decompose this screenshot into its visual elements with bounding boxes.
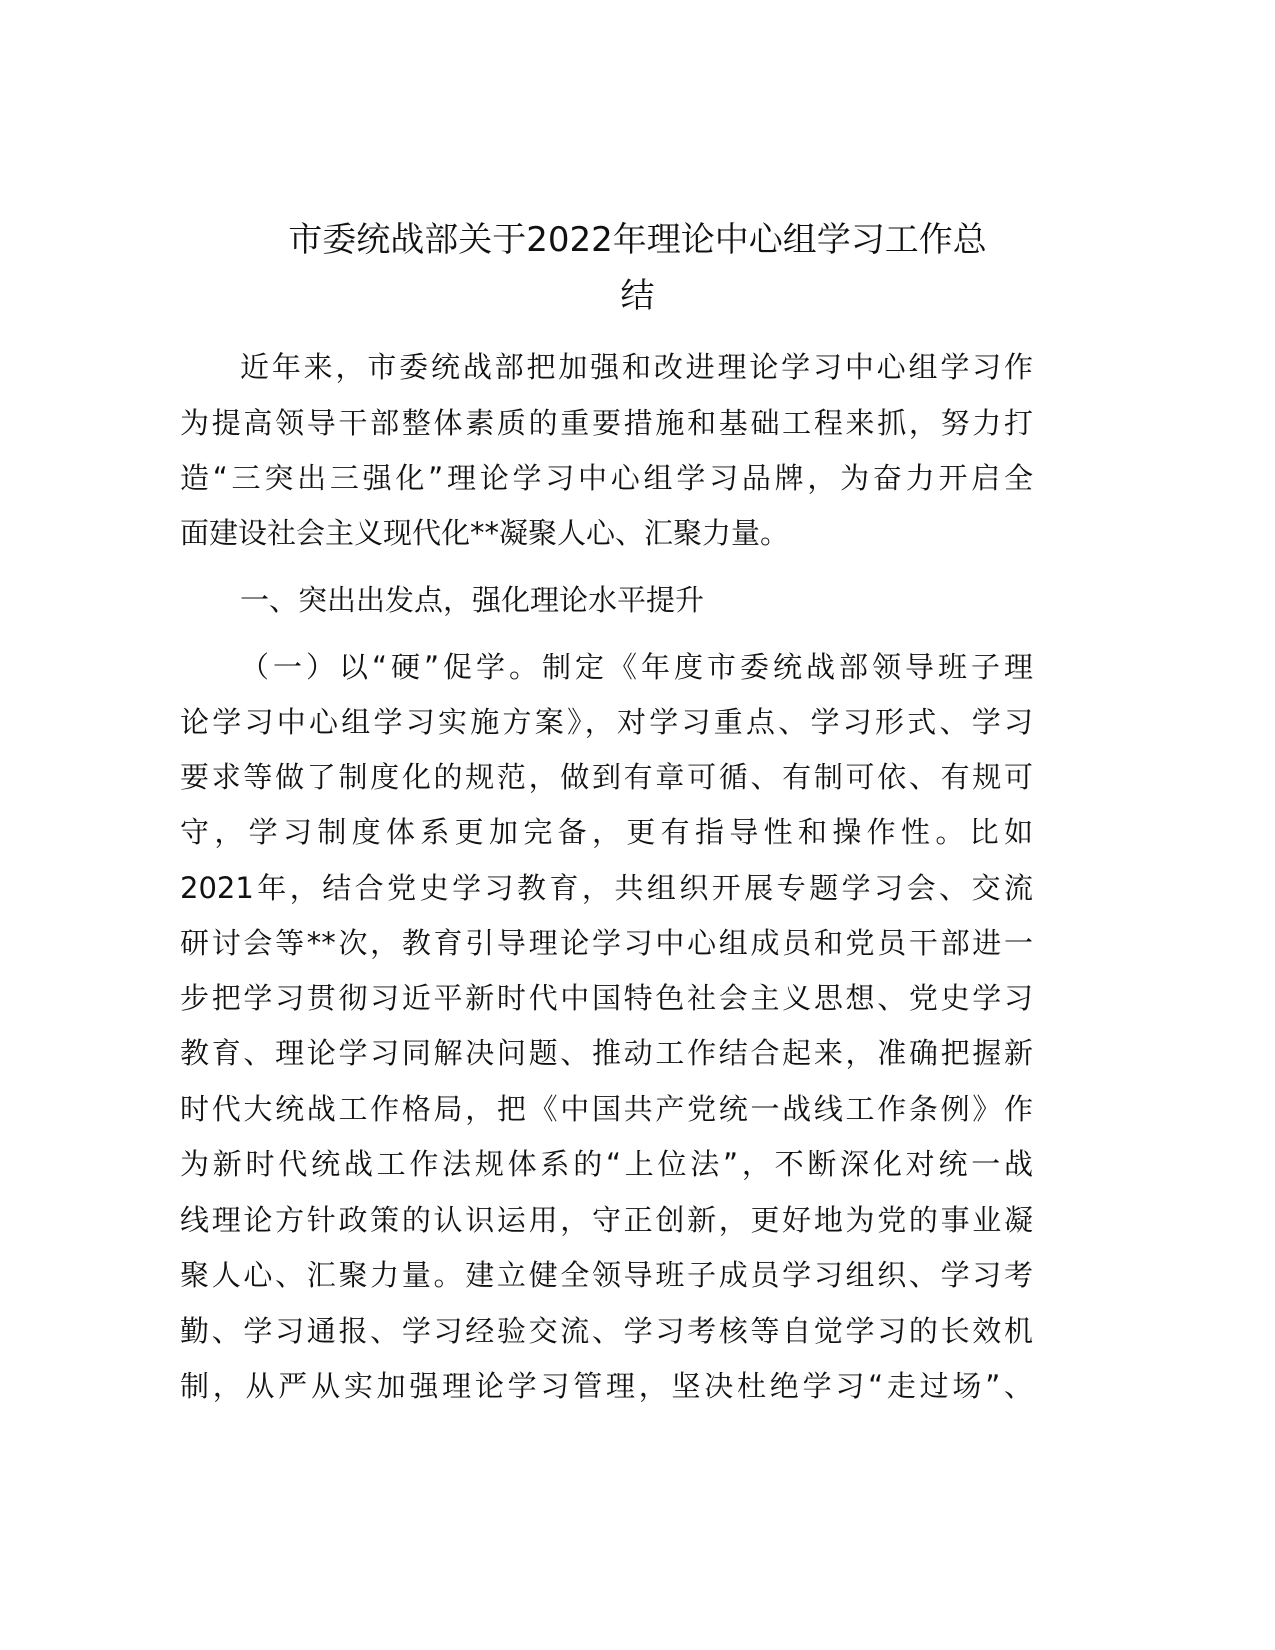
text-line: 造“三突出三强化”理论学习中心组学习品牌，为奋力开启全 <box>180 461 1033 495</box>
text-line: 要求等做了制度化的规范，做到有章可循、有制可依、有规可 <box>180 760 1033 794</box>
text-line: 线理论方针政策的认识运用，守正创新，更好地为党的事业凝 <box>180 1203 1033 1237</box>
text-line: 论学习中心组学习实施方案》，对学习重点、学习形式、学习 <box>180 705 1033 739</box>
text-line: 步把学习贯彻习近平新时代中国特色社会主义思想、党史学习 <box>180 981 1033 1015</box>
text-line: 面建设社会主义现代化**凝聚人心、汇聚力量。 <box>180 516 790 550</box>
text-line: 守，学习制度体系更加完备，更有指导性和操作性。比如 <box>180 815 1033 849</box>
text-line: 制，从严从实加强理论学习管理，坚决杜绝学习“走过场”、 <box>180 1369 1033 1403</box>
section-heading: 一、突出出发点，强化理论水平提升 <box>240 583 705 617</box>
text-line: 2021年，结合党史学习教育，共组织开展专题学习会、交流 <box>180 871 1033 905</box>
text-line: 教育、理论学习同解决问题、推动工作结合起来，准确把握新 <box>180 1036 1033 1070</box>
text-line: 近年来，市委统战部把加强和改进理论学习中心组学习作 <box>240 350 1033 384</box>
text-line: 为提高领导干部整体素质的重要措施和基础工程来抓，努力打 <box>180 406 1033 440</box>
text-line: （一）以“硬”促学。制定《年度市委统战部领导班子理 <box>240 650 1033 684</box>
text-line: 聚人心、汇聚力量。建立健全领导班子成员学习组织、学习考 <box>180 1258 1033 1292</box>
text-line: 时代大统战工作格局，把《中国共产党统一战线工作条例》作 <box>180 1092 1033 1126</box>
text-line: 勤、学习通报、学习经验交流、学习考核等自觉学习的长效机 <box>180 1314 1033 1348</box>
title-line: 结 <box>620 276 655 316</box>
title-line: 市委统战部关于2022年理论中心组学习工作总 <box>288 220 987 260</box>
text-line: 为新时代统战工作法规体系的“上位法”，不断深化对统一战 <box>180 1147 1033 1181</box>
text-line: 研讨会等**次，教育引导理论学习中心组成员和党员干部进一 <box>180 926 1033 960</box>
